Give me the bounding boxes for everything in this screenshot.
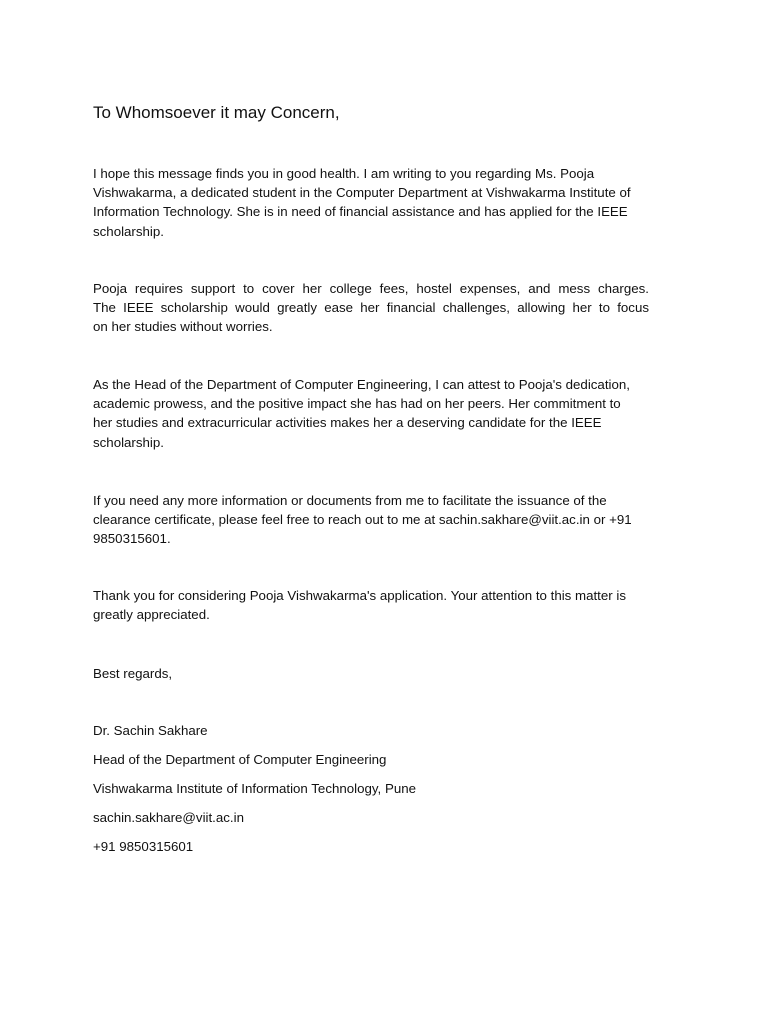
paragraph-attestation [93, 375, 671, 452]
signature-title: Head of the Department of Computer Engineering [93, 752, 387, 767]
salutation: To Whomsoever it may Concern, [93, 103, 340, 122]
paragraph-line: clearance certificate, please feel free to reach out to me at sachin.sakhare@viit.ac.in or +91 [93, 512, 632, 528]
signature-institute: Vishwakarma Institute of Information Technology, Pune [93, 781, 417, 796]
paragraph-line: The IEEE scholarship would greatly ease her financial challenges, allowing her to focus [93, 300, 649, 316]
paragraph-line: her studies and extracurricular activities makes her a deserving candidate for the IEEE [93, 415, 602, 431]
paragraph-line: Pooja requires support to cover her college fees, hostel expenses, and mess charges. [93, 281, 649, 296]
paragraph-line: scholarship. [93, 223, 164, 239]
signature-email: sachin.sakhare@viit.ac.in [93, 810, 244, 825]
paragraph-line: I hope this message finds you in good health. I am writing to you regarding Ms. Pooja [93, 166, 595, 181]
paragraph-line: greatly appreciated. [93, 607, 210, 623]
paragraph-line: If you need any more information or documents from me to facilitate the issuance of the [93, 493, 607, 508]
paragraph-line: academic prowess, and the positive impact she has had on her peers. Her commitment to [93, 396, 621, 412]
paragraph-line: As the Head of the Department of Computer Engineering, I can attest to Pooja's dedication, [93, 377, 630, 392]
paragraph-line: scholarship. [93, 434, 164, 450]
paragraph-thanks [93, 586, 671, 624]
paragraph-contact [93, 491, 671, 549]
paragraph-line: Information Technology. She is in need of financial assistance and has applied for the IEEE [93, 204, 628, 220]
closing: Best regards, [93, 666, 173, 681]
paragraph-line: Thank you for considering Pooja Vishwakarma's application. Your attention to this matter is [93, 588, 626, 603]
paragraph-line: 9850315601. [93, 531, 171, 547]
paragraph-line: on her studies without worries. [93, 319, 273, 335]
signature-name: Dr. Sachin Sakhare [93, 723, 208, 738]
paragraph-line: Vishwakarma, a dedicated student in the Computer Department at Vishwakarma Institute of [93, 185, 631, 201]
paragraph-intro [93, 164, 671, 241]
paragraph-support [93, 279, 649, 337]
signature-phone: +91 9850315601 [93, 839, 194, 854]
